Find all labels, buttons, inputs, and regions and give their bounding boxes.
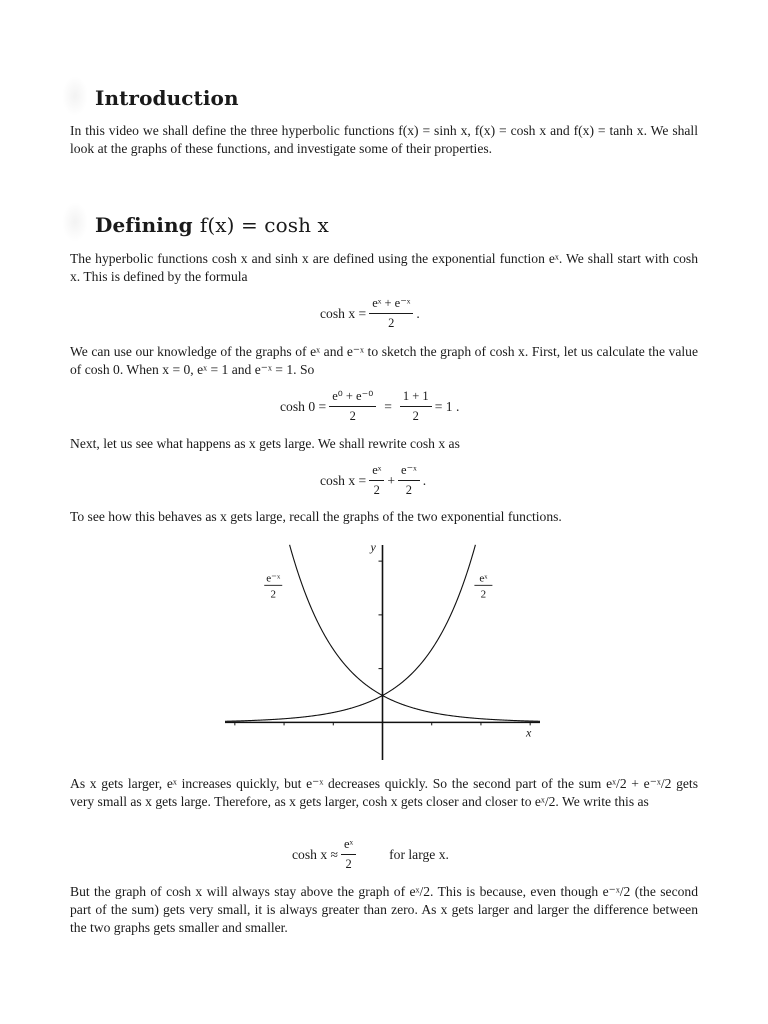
equation-cosh-zero [280,389,459,424]
y-axis-label: y [370,540,376,554]
eq2-fraction-1 [329,389,376,424]
series-label-numerator: e⁻ˣ [266,572,281,585]
defining-text-2: We can use our knowledge of the graphs of eˣ and e⁻ˣ to sketch the graph of cosh x. First, let us calculate the value of cosh 0. When x = 0, eˣ = 1 and e⁻ˣ = 1. So [70,344,698,377]
series-label-numerator: eˣ [479,572,488,585]
eq3-plus: + [387,472,396,488]
eq4-lhs: cosh x ≈ [292,846,338,862]
eq3-numerator-1: eˣ [369,463,384,481]
eq3-fraction-1 [369,463,384,498]
eq1-lhs: cosh x = [320,305,367,321]
defining-text-4: To see how this behaves as x gets large, recall the graphs of the two exponential functions. [70,509,562,524]
eq2-denominator-2: 2 [412,409,419,423]
eq3-denominator-1: 2 [373,483,380,497]
defining-text-1: The hyperbolic functions cosh x and sinh x are defined using the exponential function eˣ. We shall start with cosh x. This is defined by the formula [70,251,698,284]
equation-cosh-approx [292,837,449,872]
eq1-numerator: eˣ + e⁻ˣ [369,296,413,314]
eq1-period: . [416,305,420,321]
equation-cosh-definition [320,296,420,331]
exponential-graph [220,535,550,765]
eq3-numerator-2: e⁻ˣ [398,463,420,481]
defining-paragraph-2 [70,343,698,379]
defining-heading-math: f(x) = cosh x [199,213,329,237]
x-axis-label: x [526,725,532,740]
intro-text: In this video we shall define the three hyperbolic functions f(x) = sinh x, f(x) = cosh x and f(x) = tanh x. We shall look at the graphs of these functions, and investigate some of their properties. [70,123,698,156]
defining-paragraph-3 [70,435,698,453]
intro-heading: Introduction [95,86,239,110]
eq2-equals: = [384,398,392,414]
defining-paragraph-4 [70,508,698,526]
intro-paragraph [70,122,698,158]
defining-heading [95,213,329,237]
series-label-denominator: 2 [270,588,276,601]
eq3-fraction-2 [398,463,420,498]
series-label-denominator: 2 [480,588,487,601]
eq1-denominator: 2 [388,316,395,330]
section-decoration [62,202,88,242]
eq3-lhs: cosh x = [320,472,367,488]
series-curve-exp-over-2 [225,545,475,721]
defining-text-6: But the graph of cosh x will always stay above the graph of eˣ/2. This is because, even though e⁻ˣ/2 (the second part of the sum) gets very small, it is always greater than zero. As x gets larger and larger the difference between the two graphs gets smaller and smaller. [70,884,698,935]
eq2-lhs: cosh 0 = [280,398,327,414]
eq4-note: for large x. [389,846,449,862]
eq4-denominator: 2 [345,857,352,871]
eq2-rhs: = 1 . [434,398,460,414]
eq4-fraction [341,837,356,872]
defining-paragraph-1 [70,250,698,286]
defining-paragraph-6 [70,883,698,937]
eq2-numerator-1: e⁰ + e⁻⁰ [329,389,376,407]
eq1-fraction [369,296,413,331]
defining-text-5: As x gets larger, eˣ increases quickly, but e⁻ˣ decreases quickly. So the second part of the sum eˣ/2 + e⁻ˣ/2 gets very small as x gets large. Therefore, as x gets larger, cosh x gets closer and closer to eˣ/2. We write this as [70,776,698,809]
defining-paragraph-5 [70,775,698,811]
equation-cosh-split [320,463,426,498]
eq2-denominator-1: 2 [349,409,356,423]
eq4-numerator: eˣ [341,837,356,855]
eq3-denominator-2: 2 [405,483,413,497]
defining-text-3: Next, let us see what happens as x gets large. We shall rewrite cosh x as [70,436,460,451]
section-decoration [62,76,88,116]
defining-heading-word: Defining [95,213,193,237]
eq2-numerator-2: 1 + 1 [400,389,432,407]
eq2-fraction-2 [400,389,432,424]
series-curve-exp-neg-over-2 [290,545,540,721]
eq3-period: . [422,472,427,488]
